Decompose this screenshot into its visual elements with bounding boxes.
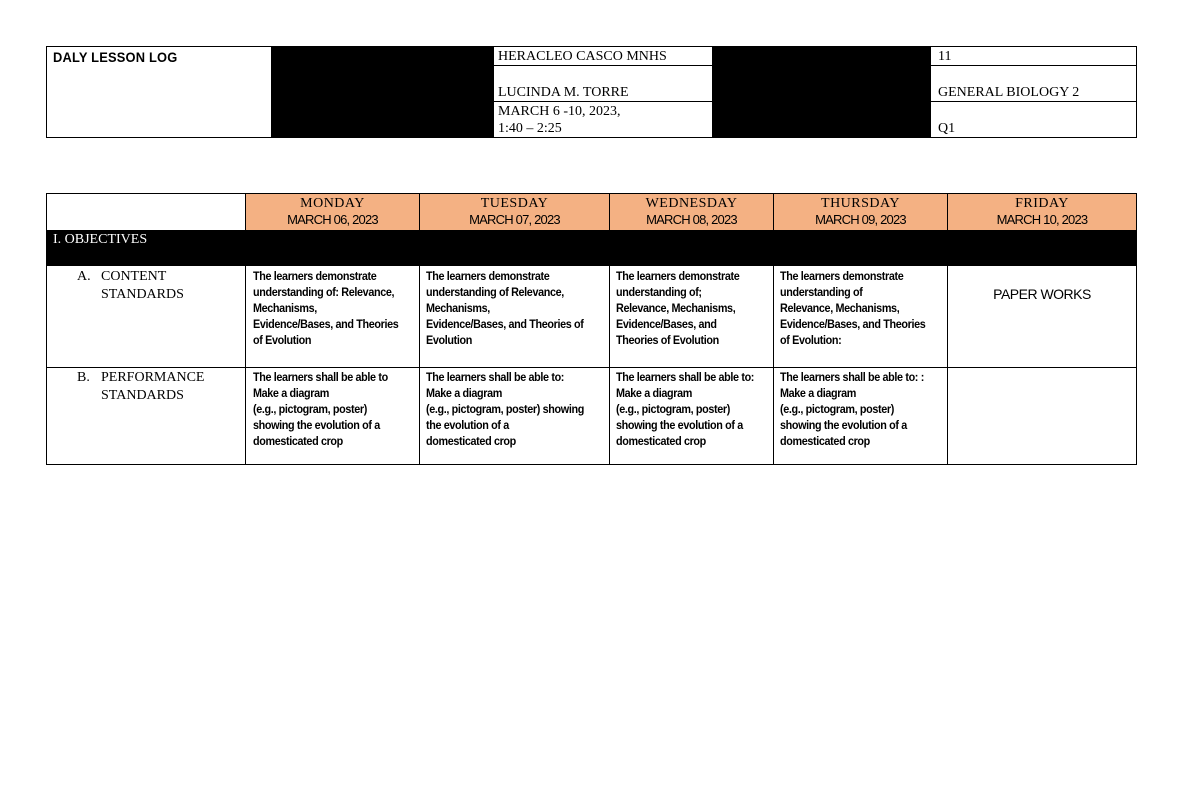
day-header-monday [246, 194, 419, 230]
content-standards-letter: A. [77, 269, 91, 284]
header-row-line [931, 65, 1137, 66]
teacher-value: LUCINDA M. TORRE [498, 85, 629, 100]
content-standard-wednesday: The learners demonstrate understanding of; Relevance, Mechanisms, Evidence/Bases, and Theories of Evolution [616, 269, 740, 347]
column-divider [609, 194, 610, 230]
objectives-section-bar [47, 230, 1136, 266]
day-name: THURSDAY [821, 196, 900, 211]
day-header-thursday [774, 194, 947, 230]
day-date: MARCH 09, 2023 [815, 212, 906, 227]
learning-area-value: GENERAL BIOLOGY 2 [938, 85, 1080, 100]
header-col-line [271, 47, 272, 137]
column-divider [419, 266, 420, 464]
performance-standard-thursday: The learners shall be able to: : Make a diagram (e.g., pictogram, poster) showing the evolution of a domesticated crop [780, 370, 924, 448]
day-name: MONDAY [300, 196, 365, 211]
performance-standard-tuesday: The learners shall be able to: Make a diagram (e.g., pictogram, poster) showing the evolution of a domesticated crop [426, 370, 584, 448]
quarter-label: QUARTER [718, 121, 784, 136]
day-header-tuesday [420, 194, 609, 230]
day-header-wednesday [610, 194, 773, 230]
grade-level-value: 11 [938, 49, 952, 64]
column-divider [609, 266, 610, 464]
row-divider [47, 367, 1136, 368]
header-row-line [494, 101, 712, 102]
day-name: TUESDAY [480, 196, 549, 211]
objectives-table [46, 193, 1137, 465]
column-divider [947, 194, 948, 230]
date-time-value-line1: MARCH 6 -10, 2023, [498, 104, 621, 119]
day-date: MARCH 08, 2023 [646, 212, 737, 227]
content-standard-monday: The learners demonstrate understanding of: Relevance, Mechanisms, Evidence/Bases, and Theories of Evolution [253, 269, 399, 347]
quarter-value: Q1 [938, 121, 956, 136]
day-name: WEDNESDAY [645, 196, 738, 211]
content-standard-thursday: The learners demonstrate understanding of Relevance, Mechanisms, Evidence/Bases, and Theories of Evolution: [780, 269, 926, 347]
objectives-label: I. OBJECTIVES [53, 232, 148, 247]
date-time-value-line2: 1:40 – 2:25 [498, 121, 562, 136]
day-date: MARCH 07, 2023 [469, 212, 560, 227]
school-label: SCHOOL [276, 49, 333, 64]
performance-standards-label-line2: STANDARDS [101, 388, 184, 403]
day-date: MARCH 06, 2023 [287, 212, 378, 227]
column-divider [773, 194, 774, 230]
column-divider [773, 266, 774, 464]
header-row-line [494, 65, 712, 66]
column-divider [245, 266, 246, 464]
content-standard-friday: PAPER WORKS [993, 286, 1091, 302]
day-date: MARCH 10, 2023 [996, 212, 1088, 227]
content-standard-tuesday: The learners demonstrate understanding of Relevance, Mechanisms, Evidence/Bases, and Theories of Evolution [426, 269, 584, 347]
day-name: FRIDAY [1015, 196, 1069, 211]
column-divider [419, 194, 420, 230]
grade-level-label: GRADE LEVEL [718, 49, 815, 64]
lesson-log-header-table [46, 46, 1137, 138]
performance-standard-wednesday: The learners shall be able to: Make a diagram (e.g., pictogram, poster) showing the evolution of a domesticated crop [616, 370, 755, 448]
learning-area-label: LEARNING AREA [718, 85, 831, 100]
day-header-friday [948, 194, 1136, 230]
performance-standard-monday: The learners shall be able to Make a diagram (e.g., pictogram, poster) showing the evolution of a domesticated crop [253, 370, 388, 448]
performance-standards-label-line1: PERFORMANCE [101, 370, 205, 385]
document-title: DALY LESSON LOG [53, 49, 178, 65]
content-standards-label-line2: STANDARDS [101, 287, 184, 302]
date-time-label: DATE & TIME [276, 121, 364, 136]
performance-standards-letter: B. [77, 370, 90, 385]
header-row-line [931, 101, 1137, 102]
column-divider [245, 194, 246, 230]
teacher-label: TEACHER [276, 85, 341, 100]
content-standards-label-line1: CONTENT [101, 269, 167, 284]
school-value: HERACLEO CASCO MNHS [498, 49, 667, 64]
